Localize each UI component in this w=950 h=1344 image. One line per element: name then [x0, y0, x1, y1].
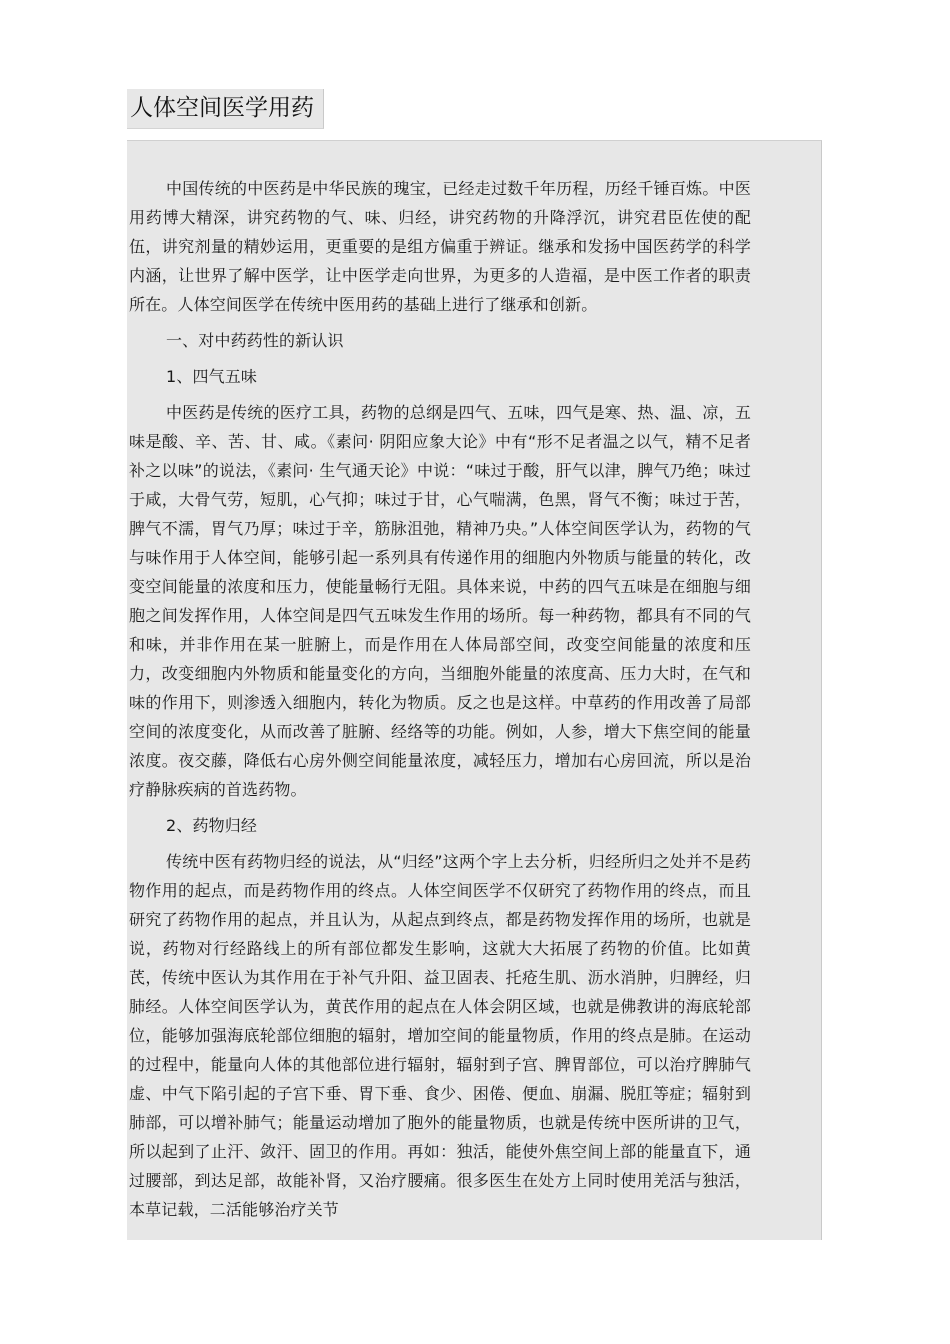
page-title: 人体空间医学用药 [130, 95, 314, 121]
subsection-heading-1: 1、四气五味 [166, 367, 258, 386]
title-box [127, 89, 324, 129]
section-heading-1: 一、对中药药性的新认识 [166, 331, 344, 350]
article-body [129, 174, 751, 1231]
paragraph-meridian-tropism: 传统中医有药物归经的说法，从“归经”这两个字上去分析，归经所归之处并不是药物作用的起点，而是药物作用的终点。人体空间医学不仅研究了药物作用的终点，而且研究了药物作用的起点，并且认为，从起点到终点，都是药物发挥作用的场所，也就是说，药物对行经路线上的所有部位都发生影响，这就大大拓展了药物的价值。比如黄芪，传统中医认为其作用在于补气升阳、益卫固表、托疮生肌、沥水消肿，归脾经，归肺经。人体空间医学认为，黄芪作用的起点在人体会阴区域，也就是佛教讲的海底轮部位，能够加强海底轮部位细胞的辐射，增加空间的能量物质，作用的终点是肺。在运动的过程中，能量向人体的其他部位进行辐射，辐射到子宫、脾胃部位，可以治疗脾肺气虚、中气下陷引起的子宫下垂、胃下垂、食少、困倦、便血、崩漏、脱肛等症；辐射到肺部，可以增补肺气；能量运动增加了胞外的能量物质，也就是传统中医所讲的卫气，所以起到了止汗、敛汗、固卫的作用。再如：独活，能使外焦空间上部的能量直下，通过腰部，到达足部，故能补肾，又治疗腰痛。很多医生在处方上同时使用羌活与独活，本草记载，二活能够治疗关节 [129, 852, 751, 1219]
paragraph-intro: 中国传统的中医药是中华民族的瑰宝，已经走过数千年历程，历经千锤百炼。中医用药博大精深，讲究药物的气、味、归经，讲究药物的升降浮沉，讲究君臣佐使的配伍，讲究剂量的精妙运用，更重要的是组方偏重于辨证。继承和发扬中国医药学的科学内涵，让世界了解中医学，让中医学走向世界，为更多的人造福，是中医工作者的职责所在。人体空间医学在传统中医用药的基础上进行了继承和创新。 [129, 179, 751, 314]
paragraph-four-qi-five-flavors: 中医药是传统的医疗工具，药物的总纲是四气、五味，四气是寒、热、温、凉，五味是酸、辛、苦、甘、咸。《素问· 阴阳应象大论》中有“形不足者温之以气，精不足者补之以味”的说法，《素问· 生气通天论》中说：“味过于酸，肝气以津，脾气乃绝；味过于咸，大骨气劳，短肌，心气抑；味过于甘，心气喘满，色黑，肾气不衡；味过于苦，脾气不濡，胃气乃厚；味过于辛，筋脉沮弛，精神乃央。”人体空间医学认为，药物的气与味作用于人体空间，能够引起一系列具有传递作用的细胞内外物质与能量的转化，改变空间能量的浓度和压力，使能量畅行无阻。具体来说，中药的四气五味是在细胞与细胞之间发挥作用，人体空间是四气五味发生作用的场所。每一种药物，都具有不同的气和味，并非作用在某一脏腑上，而是作用在人体局部空间，改变空间能量的浓度和压力，改变细胞内外物质和能量变化的方向，当细胞外能量的浓度高、压力大时，在气和味的作用下，则渗透入细胞内，转化为物质。反之也是这样。中草药的作用改善了局部空间的浓度变化，从而改善了脏腑、经络等的功能。例如，人参，增大下焦空间的能量浓度。夜交藤，降低右心房外侧空间能量浓度，减轻压力，增加右心房回流，所以是治疗静脉疾病的首选药物。 [129, 403, 751, 799]
subsection-heading-2: 2、药物归经 [166, 816, 258, 835]
content-box [127, 140, 822, 1240]
